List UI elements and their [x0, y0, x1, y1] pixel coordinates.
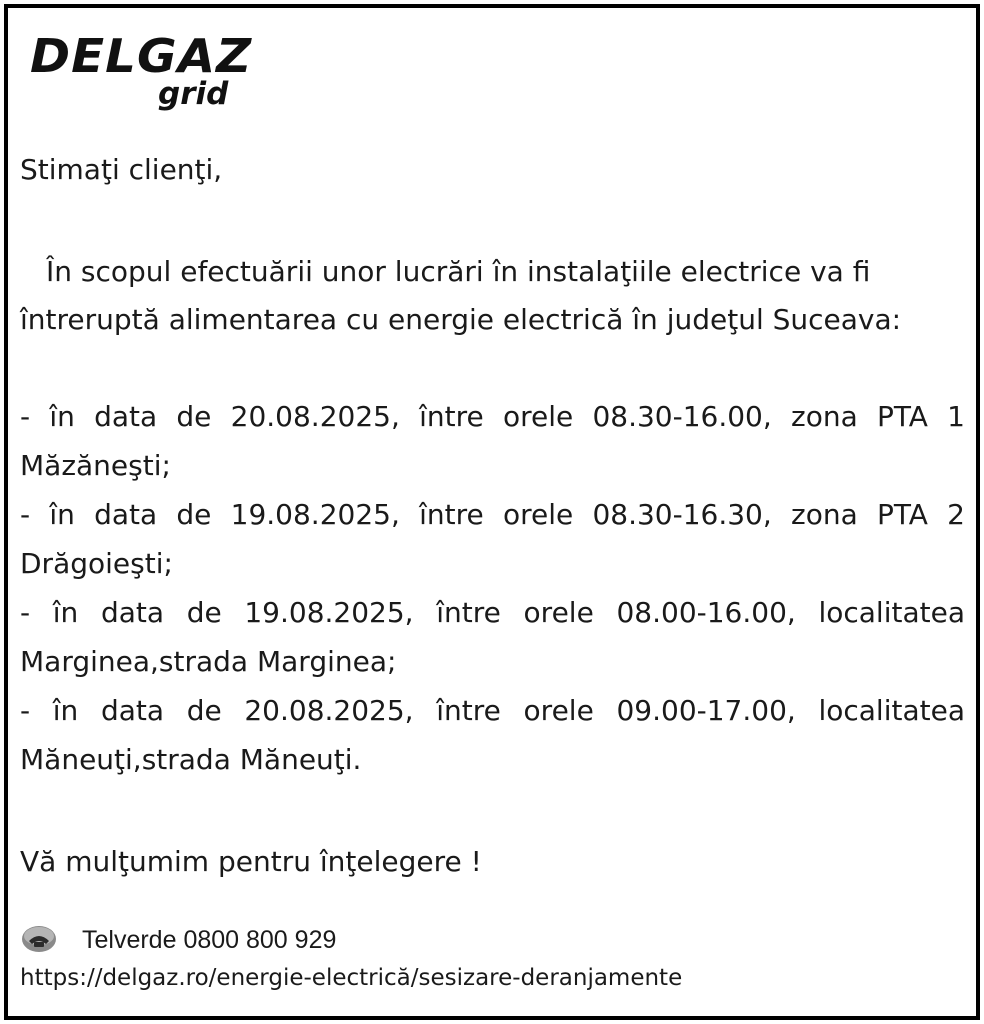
outage-item-location: Măzăneşti;	[20, 449, 171, 482]
outage-item	[20, 589, 965, 687]
outage-item-details: - în data de 20.08.2025, între orele 09.00-17.00, localitatea	[20, 694, 965, 727]
outage-report-url[interactable]: https://delgaz.ro/energie-electrică/sesizare-deranjamente	[20, 965, 683, 991]
outage-item-details: - în data de 19.08.2025, între orele 08.00-16.00, localitatea	[20, 596, 965, 629]
phone-number: Telverde 0800 800 929	[82, 926, 337, 954]
telephone-icon	[20, 924, 58, 954]
intro-line-2: întreruptă alimentarea cu energie electrică în judeţul Suceava:	[20, 303, 902, 336]
outage-item-location: Marginea,strada Marginea;	[20, 645, 397, 678]
phone-contact	[20, 920, 620, 960]
outage-item	[20, 393, 965, 491]
outage-list	[20, 393, 965, 785]
logo-wordmark: DELGAZ	[30, 29, 253, 83]
outage-item-location: Drăgoieşti;	[20, 547, 173, 580]
logo-subtitle: grid	[158, 76, 229, 112]
intro-paragraph	[20, 248, 965, 344]
outage-item-location: Măneuţi,strada Măneuţi.	[20, 743, 362, 776]
intro-line-1: În scopul efectuării unor lucrări în instalaţiile electrice va fi	[46, 255, 871, 288]
delgaz-grid-logo	[30, 29, 253, 122]
outage-item	[20, 687, 965, 785]
outage-item	[20, 491, 965, 589]
greeting: Stimaţi clienţi,	[20, 153, 223, 186]
outage-item-details: - în data de 20.08.2025, între orele 08.30-16.00, zona PTA 1	[20, 400, 965, 433]
thanks-message: Vă mulţumim pentru înţelegere !	[20, 845, 482, 878]
outage-item-details: - în data de 19.08.2025, între orele 08.30-16.30, zona PTA 2	[20, 498, 965, 531]
